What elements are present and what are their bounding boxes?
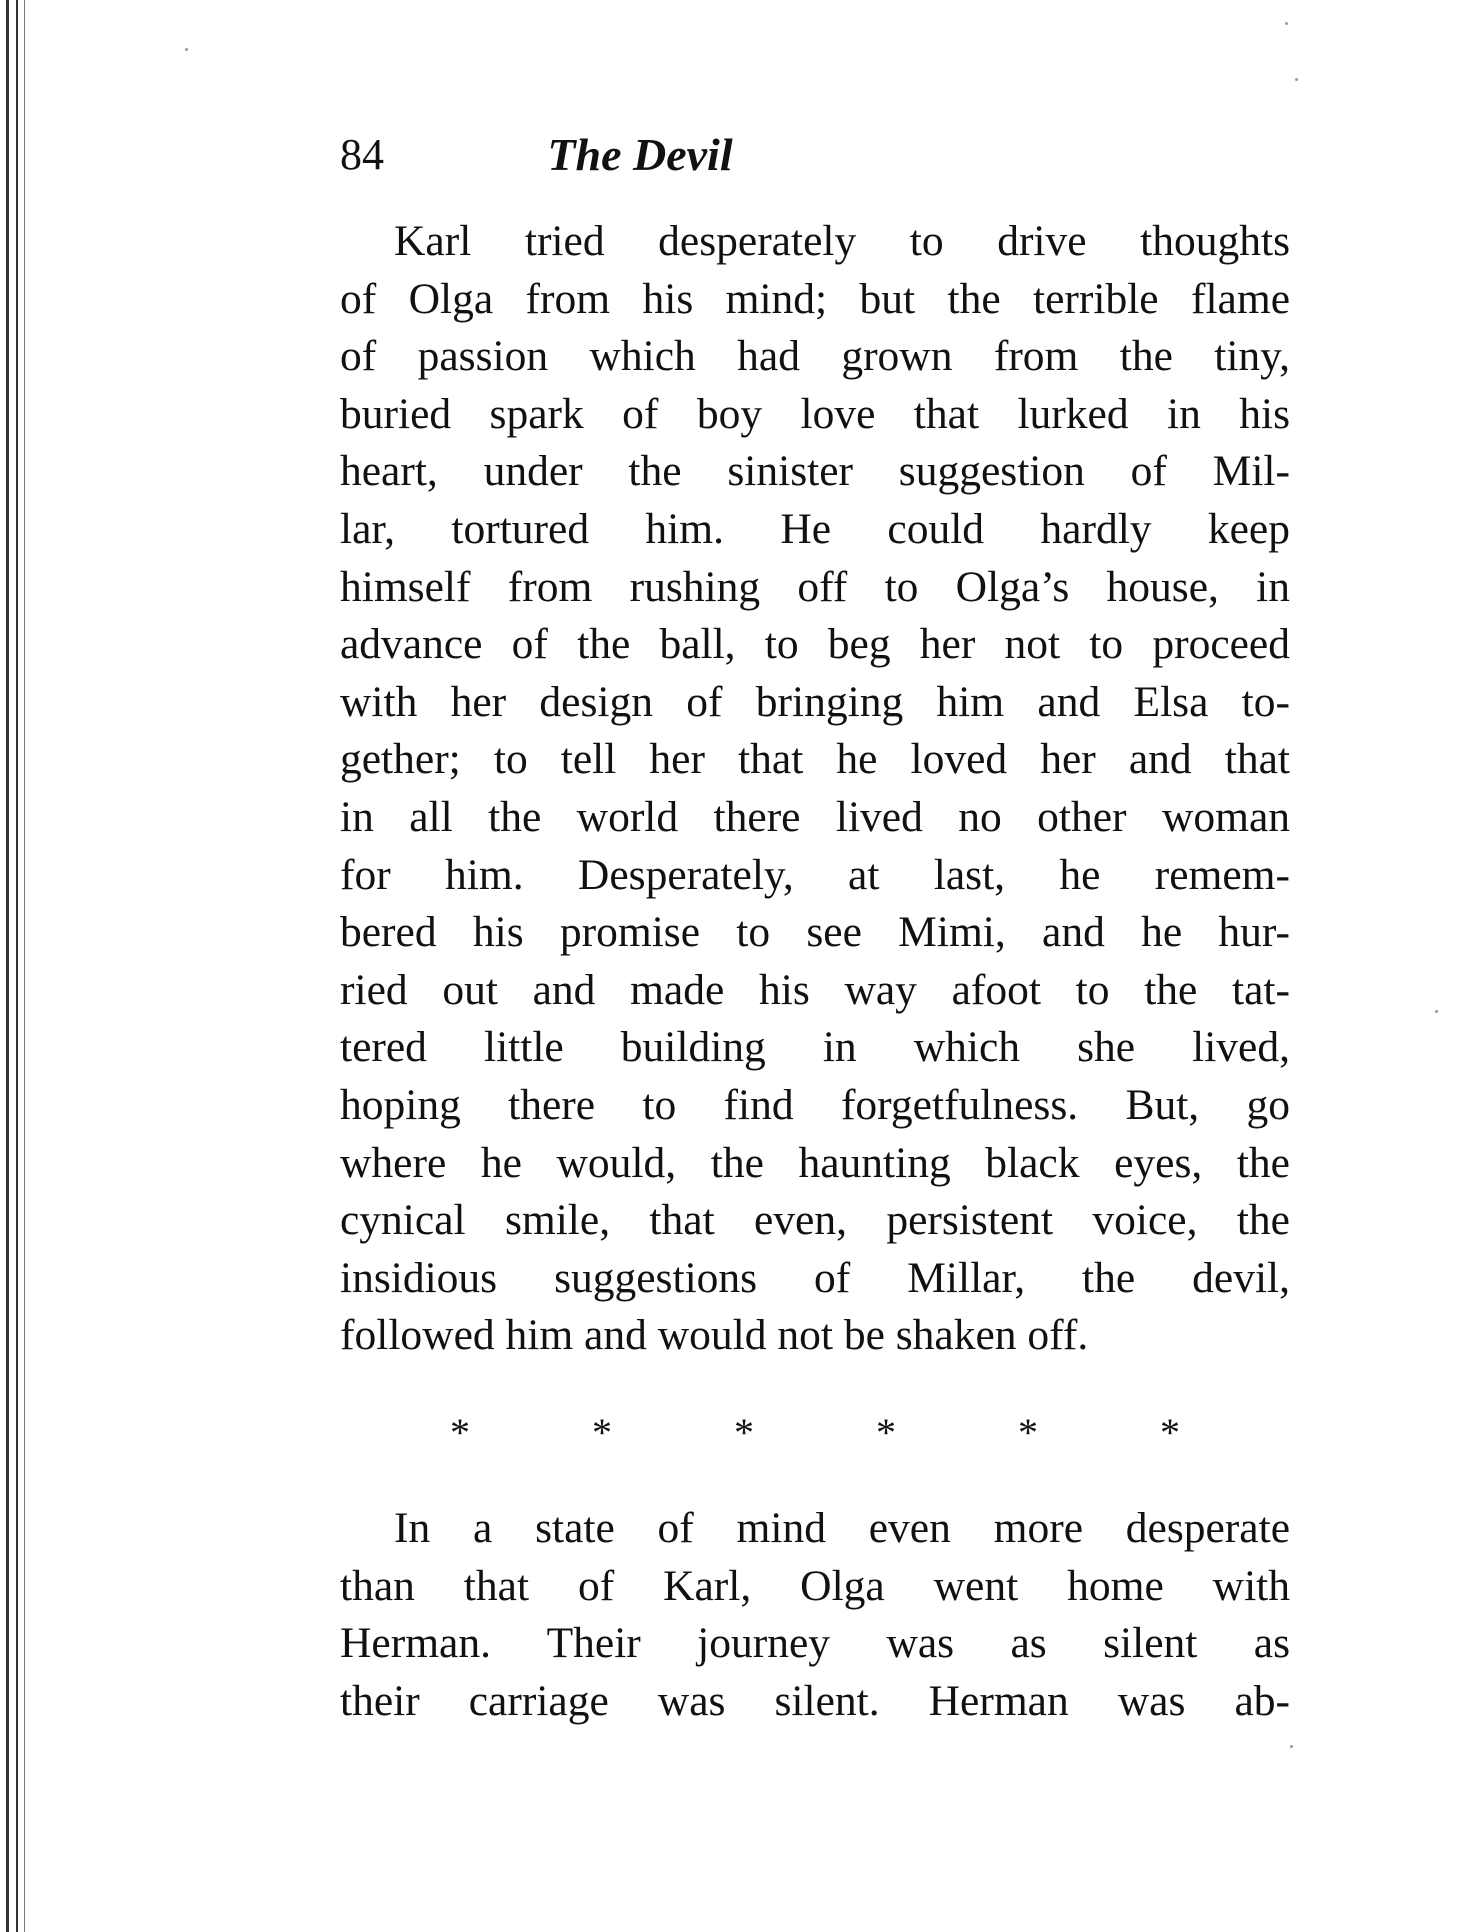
binding-edge-line <box>6 0 9 1932</box>
text-line: of passion which had grown from the tiny, <box>340 332 1290 381</box>
paragraph-2 <box>340 1500 1290 1730</box>
text-line: bered his promise to see Mimi, and he hur- <box>340 908 1290 957</box>
scan-speck <box>1285 22 1288 25</box>
text-line: gether; to tell her that he loved her and that <box>340 735 1290 784</box>
text-line: Karl tried desperately to drive thoughts <box>394 217 1290 265</box>
running-head <box>340 125 1290 185</box>
running-title: The Devil <box>547 129 733 180</box>
scan-speck <box>185 48 188 51</box>
asterisk-ornament: * <box>450 1410 470 1455</box>
text-line: where he would, the haunting black eyes, the <box>340 1138 1290 1187</box>
text-line: buried spark of boy love that lurked in his <box>340 389 1290 438</box>
page-number: 84 <box>340 130 384 179</box>
text-line: their carriage was silent. Herman was ab- <box>340 1676 1290 1725</box>
text-line: in all the world there lived no other woman <box>340 792 1290 841</box>
text-line: ried out and made his way afoot to the tat- <box>340 965 1290 1014</box>
asterisk-ornament: * <box>592 1410 612 1455</box>
text-line: insidious suggestions of Millar, the devil, <box>340 1253 1290 1302</box>
text-line: lar, tortured him. He could hardly keep <box>340 504 1290 553</box>
text-line: advance of the ball, to beg her not to proceed <box>340 620 1290 669</box>
text-line: himself from rushing off to Olga’s house, in <box>340 562 1290 611</box>
text-line: cynical smile, that even, persistent voice, the <box>340 1196 1290 1245</box>
binding-edge-line <box>16 0 18 1932</box>
scan-speck <box>1435 1010 1438 1013</box>
text-line: heart, under the sinister suggestion of Mil- <box>340 447 1290 496</box>
text-line: for him. Desperately, at last, he remem- <box>340 850 1290 899</box>
text-line: Herman. Their journey was as silent as <box>340 1619 1290 1668</box>
section-break <box>440 1408 1190 1458</box>
text-line: followed him and would not be shaken off. <box>340 1311 1089 1360</box>
paragraph-1 <box>340 213 1290 1365</box>
text-line: with her design of bringing him and Elsa to- <box>340 677 1290 726</box>
asterisk-ornament: * <box>876 1410 896 1455</box>
scan-speck <box>1290 1745 1293 1748</box>
text-line: hoping there to find forgetfulness. But, go <box>340 1080 1290 1129</box>
text-line: In a state of mind even more desperate <box>394 1504 1290 1552</box>
asterisk-ornament: * <box>734 1410 754 1455</box>
scan-speck <box>1295 78 1298 81</box>
binding-edge-line <box>24 0 25 1932</box>
text-line: than that of Karl, Olga went home with <box>340 1561 1290 1610</box>
asterisk-ornament: * <box>1160 1410 1180 1455</box>
asterisk-ornament: * <box>1018 1410 1038 1455</box>
text-line: of Olga from his mind; but the terrible flame <box>340 274 1290 323</box>
text-line: tered little building in which she lived, <box>340 1023 1290 1072</box>
